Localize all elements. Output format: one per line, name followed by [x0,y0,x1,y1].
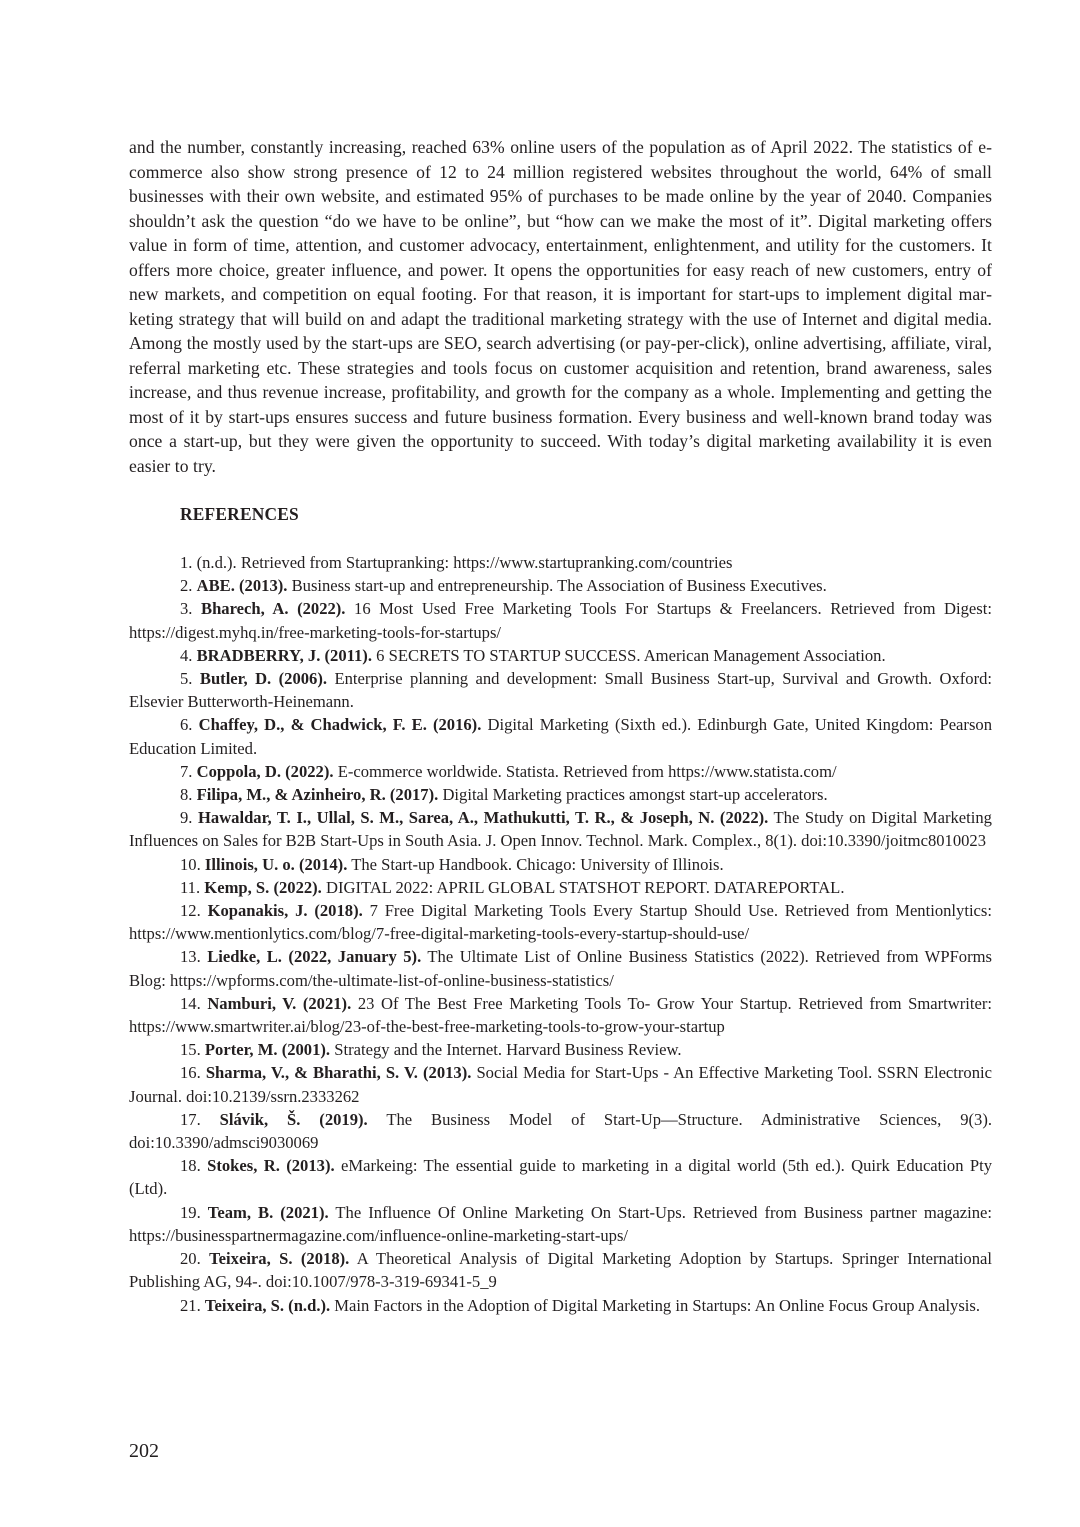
reference-number: 8. [180,785,193,805]
reference-number: 10. [180,854,201,874]
references-list [129,551,992,1317]
reference-author: Coppola, D. (2022). [196,761,334,781]
reference-text: eMarkeing: The essential guide to marketing in a digital world (5th ed.). Quirk Education Pty (Ltd). [129,1156,992,1199]
reference-item [129,1154,992,1200]
reference-author: Teixeira, S. (2018). [209,1249,350,1269]
reference-number: 11. [180,877,201,897]
reference-item [129,1038,992,1061]
reference-number: 4. [180,645,193,665]
reference-item [129,853,992,876]
reference-number: 13. [180,947,201,967]
reference-number: 3. [180,599,193,619]
reference-author: Kopanakis, J. (2018). [207,901,363,921]
reference-number: 2. [180,576,193,596]
reference-item [129,806,992,852]
reference-item [129,644,992,667]
reference-author: Bharech, A. (2022). [201,599,346,619]
reference-number: 6. [180,715,193,735]
reference-author: BRADBERRY, J. (2011). [196,645,372,665]
reference-text: 6 SECRETS TO STARTUP SUCCESS. American Management Association. [376,645,886,665]
reference-author: Filipa, M., & Azinheiro, R. (2017). [196,785,439,805]
reference-number: 20. [180,1249,201,1269]
document-page [129,135,992,1317]
reference-text: 7 Free Digital Marketing Tools Every Startup Should Use. Retrieved from Mentionlytics: https://www.mentionlytics.com/blog/7-free-digital-marketing-tools-every-startup-should-use/ [129,901,992,944]
reference-item [129,574,992,597]
reference-text: Social Media for Start-Ups - An Effective Marketing Tool. SSRN Electronic Journal. doi:10.2139/ssrn.2333262 [129,1063,993,1106]
reference-number: 1. [180,553,193,572]
reference-item [129,597,992,643]
reference-text: Strategy and the Internet. Harvard Business Review. [334,1040,682,1060]
reference-text: Digital Marketing (Sixth ed.). Edinburgh Gate, United Kingdom: Pearson Education Limited. [129,715,993,758]
reference-author: Illinois, U. o. (2014). [204,854,348,874]
reference-number: 17. [180,1109,201,1129]
reference-item [129,1061,992,1107]
reference-text: Digital Marketing practices amongst start-up accelerators. [442,785,828,805]
reference-author: Butler, D. (2006). [199,669,328,689]
reference-item [129,713,992,759]
reference-text: A Theoretical Analysis of Digital Marketing Adoption by Startups. Springer International Publishing AG, 94-. doi:10.1007/978-3-319-69341-5_9 [129,1249,993,1292]
reference-number: 18. [180,1156,201,1176]
reference-item [129,945,992,991]
reference-item [129,899,992,945]
reference-text: 16 Most Used Free Marketing Tools For Startups & Freelancers. Retrieved from Digest: https://digest.myhq.in/free-marketing-tools-for-startups/ [129,599,992,642]
reference-text: The Business Model of Start-Up—Structure. Administrative Sciences, 9(3). doi:10.3390/admsci9030069 [129,1109,992,1153]
reference-item [129,667,992,713]
reference-text: E-commerce worldwide. Statista. Retrieved from https://www.statista.com/ [337,761,837,781]
references-heading: REFERENCES [180,504,299,524]
reference-author: Chaffey, D., & Chadwick, F. E. (2016). [198,715,482,735]
reference-item [129,1108,992,1154]
reference-number: 5. [180,669,193,689]
reference-number: 7. [180,761,193,781]
reference-text: The Start-up Handbook. Chicago: University of Illinois. [351,854,724,874]
reference-item [129,551,992,574]
reference-author: Liedke, L. (2022, January 5). [207,947,422,967]
reference-number: 19. [180,1202,201,1222]
reference-text: Enterprise planning and development: Small Business Start-up, Survival and Growth. Oxford: Elsevier Butterworth-Heinemann. [129,669,993,712]
reference-author: Slávik, Š. (2019). [219,1109,368,1129]
reference-item [129,1201,992,1247]
reference-number: 12. [180,901,201,921]
reference-author: Namburi, V. (2021). [207,993,352,1013]
reference-author: Teixeira, S. (n.d.). [204,1295,331,1315]
page-number: 202 [129,1440,159,1462]
reference-item [129,760,992,783]
reference-number: 21. [180,1295,201,1315]
reference-text: The Ultimate List of Online Business Statistics (2022). Retrieved from WPForms Blog: https://wpforms.com/the-ultimate-list-of-online-business-statistics/ [129,947,992,990]
reference-text: (n.d.). Retrieved from Startupranking: https://www.startupranking.com/countries [196,553,733,572]
reference-number: 14. [180,993,201,1013]
reference-author: Stokes, R. (2013). [207,1156,335,1176]
reference-item [129,1247,992,1293]
reference-text: Business start-up and entrepreneurship. The Association of Business Executives. [291,576,827,596]
reference-text: Main Factors in the Adoption of Digital Marketing in Startups: An Online Focus Group Analysis. [334,1295,981,1315]
reference-author: ABE. (2013). [196,576,288,596]
body-paragraph: and the number, constantly increasing, reached 63% online users of the population as of April 2022. The statistics of e-commerce also show strong presence of 12 to 24 million registered websites throughout the world, 64% of small businesses with their own website, and estimated 95% of purchases to be made online by the year of 2040. Companies shouldn’t ask the question “do we have to be online”, but “how can we make the most of it”. Digital marketing offers value in form of time, attention, and customer advocacy, entertainment, enlightenment, and utility for the customers. It offers more choice, greater influence, and power. It opens the opportunities for easy reach of new customers, entry of new markets, and competition on equal footing. For that reason, it is important for start-ups to implement digital marketing strategy that will build on and adapt the traditional marketing strategy with the use of Internet and digital media. Among the mostly used by the start-ups are SEO, search advertising (or pay-per-click), online advertising, affiliate, viral, referral marketing etc. These strategies and tools focus on customer acquisition and retention, brand awareness, sales increase, and thus revenue increase, profitability, and growth for the company as a whole. Implementing and getting the most of it by start-ups ensures success and future business formation. Every business and well-known brand today was once a start-up, but they were given the opportunity to succeed. With today’s digital marketing availability it is even easier to try. [129,137,992,476]
reference-author: Kemp, S. (2022). [204,877,322,897]
reference-number: 16. [180,1063,201,1083]
reference-item [129,783,992,806]
reference-number: 9. [180,808,193,828]
reference-author: Hawaldar, T. I., Ullal, S. M., Sarea, A., Mathukutti, T. R., & Joseph, N. (2022). [197,808,769,828]
reference-author: Team, B. (2021). [207,1202,329,1222]
reference-item [129,876,992,899]
reference-text: The Influence Of Online Marketing On Start-Ups. Retrieved from Business partner magazine: https://businesspartnermagazine.com/influence-online-marketing-start-ups/ [129,1202,993,1245]
reference-author: Sharma, V., & Bharathi, S. V. (2013). [205,1063,472,1083]
reference-text: DIGITAL 2022: APRIL GLOBAL STATSHOT REPORT. DATAREPORTAL. [326,877,845,897]
reference-item [129,1294,992,1317]
reference-number: 15. [180,1040,201,1060]
reference-text: 23 Of The Best Free Marketing Tools To- Grow Your Startup. Retrieved from Smartwriter: https://www.smartwriter.ai/blog/23-of-the-best-free-marketing-tools-to-grow-your-startup [129,993,993,1037]
reference-item [129,992,992,1038]
reference-author: Porter, M. (2001). [204,1040,331,1060]
reference-text: The Study on Digital Marketing Influences on Sales for B2B Start-Ups in South Asia. J. Open Innov. Technol. Mark. Complex., 8(1). doi:10.3390/joitmc8010023 [129,808,992,851]
